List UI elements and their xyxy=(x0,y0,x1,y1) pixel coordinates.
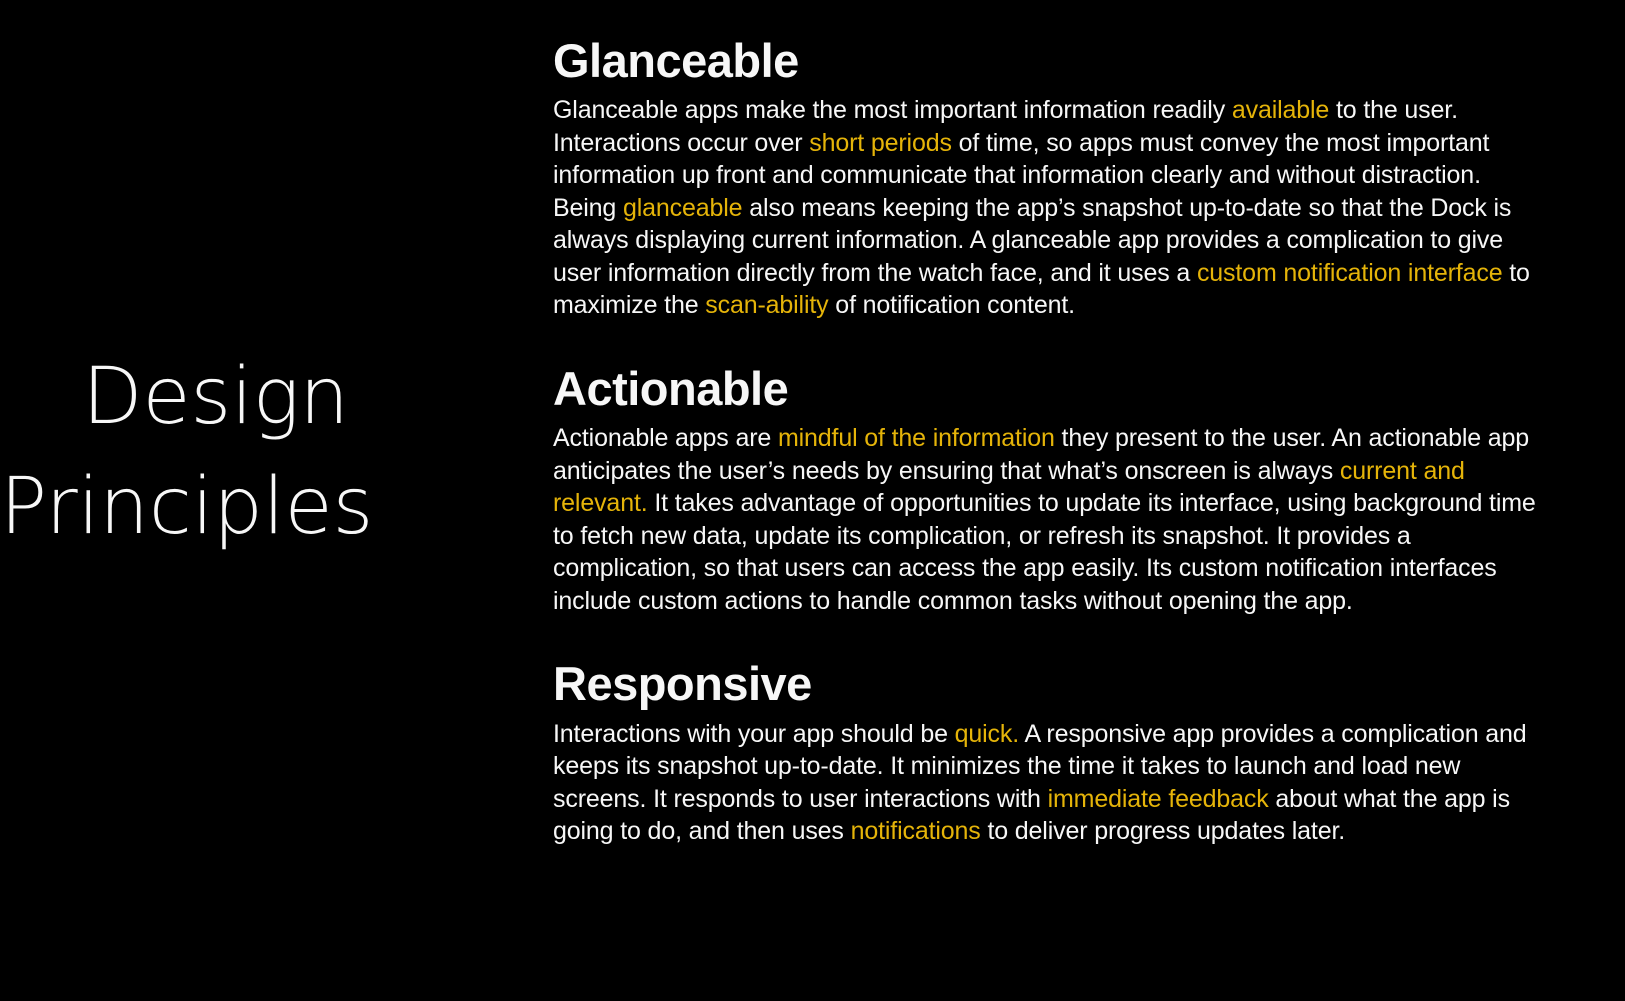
slide-title xyxy=(0,342,374,562)
highlighted-phrase: immediate feedback xyxy=(1047,784,1269,813)
body-text: Interactions with your app should be xyxy=(553,719,955,748)
content-column xyxy=(553,36,1538,848)
slide-title-line-1: Design xyxy=(82,352,349,442)
section-heading-actionable: Actionable xyxy=(553,361,789,415)
body-text: Actionable apps are xyxy=(553,424,778,453)
slide-title-line-2: Principles xyxy=(0,462,374,552)
section-glanceable xyxy=(553,36,1538,322)
body-text: It takes advantage of opportunities to update its interface, using background time to fetch new data, update its complication, or refresh its snapshot. It provides a complication, so that users can access the app easily. Its custom notification interfaces include custom actions to handle common tasks without opening the app. xyxy=(553,489,1536,615)
body-text: they present to the user. An actionable app anticipates the user’s needs by ensuring that what’s onscreen is always xyxy=(553,424,1530,485)
body-text: A responsive app provides a complication and keeps its snapshot up-to-date. It minimizes the time it takes to launch and load new screens. It responds to user interactions with xyxy=(553,719,1527,813)
section-body-responsive xyxy=(553,718,1538,848)
section-body-actionable xyxy=(553,422,1538,617)
highlighted-phrase: short periods xyxy=(809,128,952,157)
section-body-glanceable xyxy=(553,94,1538,322)
section-responsive xyxy=(553,659,1538,847)
body-text: to deliver progress updates later. xyxy=(980,817,1346,846)
body-text: of time, so apps must convey the most important information up front and communicate that information clearly and without distraction. Being xyxy=(553,128,1490,222)
highlighted-phrase: notifications xyxy=(850,817,981,846)
body-text: to the user. Interactions occur over xyxy=(553,96,1458,157)
body-text: to maximize the xyxy=(553,258,1530,320)
section-heading-responsive: Responsive xyxy=(553,657,812,711)
highlighted-phrase: custom notification interface xyxy=(1196,258,1503,287)
body-text: Glanceable apps make the most important information readily xyxy=(553,96,1232,125)
highlighted-phrase: scan-ability xyxy=(705,291,829,320)
body-text: also means keeping the app’s snapshot up-to-date so that the Dock is always displaying current information. A glanceable app provides a complication to give user information directly from the watch face, and it uses a xyxy=(553,193,1512,287)
highlighted-phrase: available xyxy=(1231,96,1330,125)
body-text: of notification content. xyxy=(828,291,1075,320)
highlighted-phrase: glanceable xyxy=(623,193,743,222)
section-heading-glanceable: Glanceable xyxy=(553,34,799,87)
highlighted-phrase: current and relevant. xyxy=(553,456,1465,518)
highlighted-phrase: mindful of the information xyxy=(777,424,1055,453)
highlighted-phrase: quick. xyxy=(954,719,1020,748)
body-text: about what the app is going to do, and then uses xyxy=(553,784,1510,846)
section-actionable xyxy=(553,361,1538,617)
